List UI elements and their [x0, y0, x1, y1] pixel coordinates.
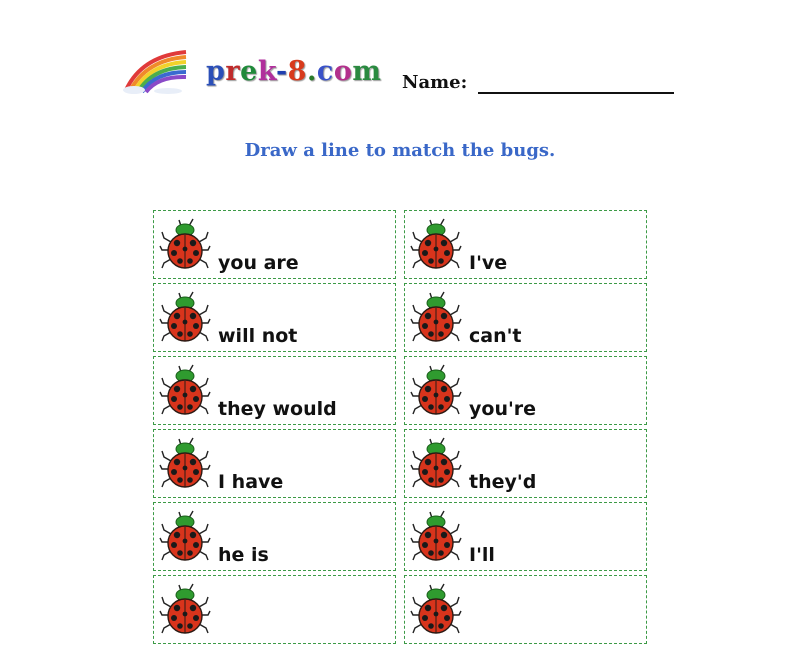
- match-word: they'd: [469, 471, 537, 493]
- match-word: you are: [218, 252, 299, 274]
- match-word: I'll: [469, 544, 495, 566]
- worksheet-header: [0, 0, 800, 120]
- ladybug-icon: [410, 289, 462, 345]
- match-row: [153, 575, 647, 648]
- match-card-left: [153, 210, 396, 279]
- ladybug-icon: [159, 508, 211, 564]
- ladybug-icon: [410, 362, 462, 418]
- logo-letter: c: [316, 56, 334, 87]
- name-label: Name:: [402, 72, 468, 93]
- match-card-right: [404, 356, 647, 425]
- logo-letter: 8: [287, 56, 307, 87]
- match-row: [153, 356, 647, 429]
- logo-letter: .: [306, 56, 317, 87]
- rainbow-icon: [120, 48, 190, 94]
- match-card-right: [404, 429, 647, 498]
- match-card-left: [153, 502, 396, 571]
- match-card-right: [404, 210, 647, 279]
- match-card-right: [404, 502, 647, 571]
- site-logo-text: [206, 56, 381, 87]
- ladybug-icon: [159, 216, 211, 272]
- match-row: [153, 429, 647, 502]
- match-word: can't: [469, 325, 522, 347]
- match-word: they would: [218, 398, 337, 420]
- logo-letter: o: [333, 56, 353, 87]
- match-row: [153, 283, 647, 356]
- match-word: you're: [469, 398, 537, 420]
- matching-grid: [153, 210, 647, 648]
- match-word: he is: [218, 544, 269, 566]
- logo-letter: -: [275, 56, 288, 87]
- match-card-left: [153, 575, 396, 644]
- match-card-right: [404, 283, 647, 352]
- match-card-left: [153, 356, 396, 425]
- ladybug-icon: [410, 435, 462, 491]
- match-row: [153, 502, 647, 575]
- match-word: will not: [218, 325, 298, 347]
- logo-letter: p: [206, 56, 226, 87]
- name-field-line: [478, 92, 674, 94]
- logo-letter: r: [225, 56, 241, 87]
- ladybug-icon: [159, 362, 211, 418]
- match-card-left: [153, 283, 396, 352]
- logo-letter: k: [257, 56, 276, 87]
- logo-letter: m: [352, 56, 382, 87]
- ladybug-icon: [410, 216, 462, 272]
- match-word: I have: [218, 471, 284, 493]
- ladybug-icon: [159, 435, 211, 491]
- ladybug-icon: [410, 508, 462, 564]
- match-word: I've: [469, 252, 508, 274]
- ladybug-icon: [159, 289, 211, 345]
- match-row: [153, 210, 647, 283]
- ladybug-icon: [410, 581, 462, 637]
- match-card-right: [404, 575, 647, 644]
- ladybug-icon: [159, 581, 211, 637]
- instructions: Draw a line to match the bugs.: [244, 140, 556, 161]
- logo-letter: e: [240, 56, 258, 87]
- match-card-left: [153, 429, 396, 498]
